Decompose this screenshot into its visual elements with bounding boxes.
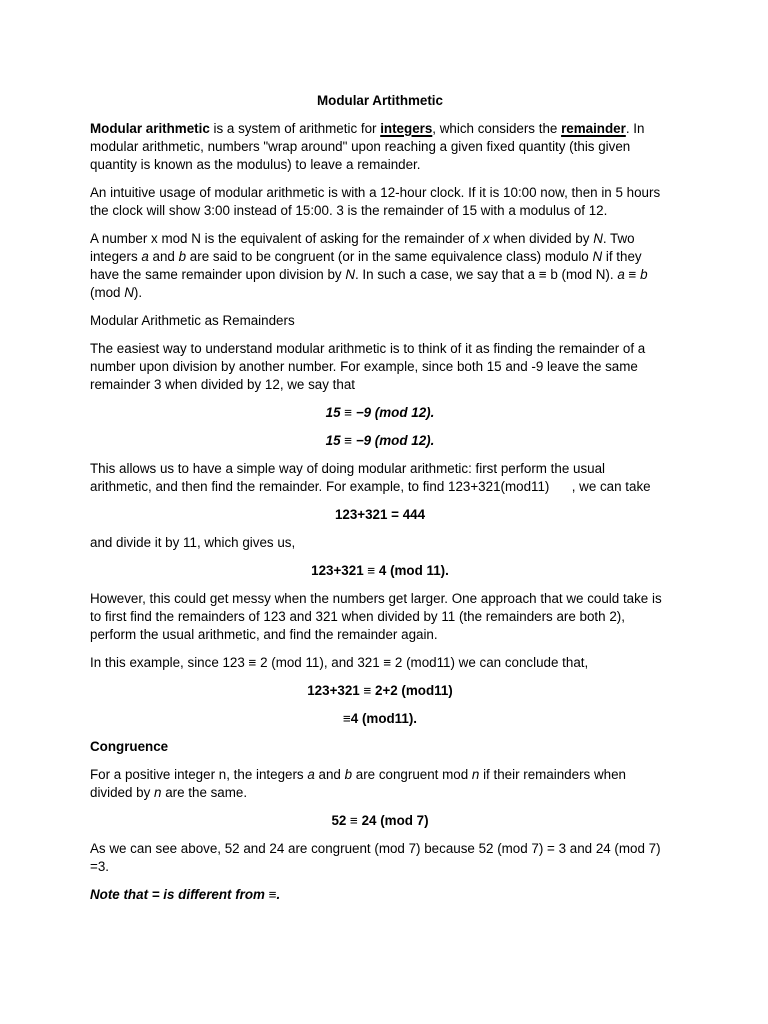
messy-paragraph: However, this could get messy when the numbers get larger. One approach that we could take is to first find the remainders of 123 and 321 when divided by 11 (the remainders are both 2), perform the usual arithmetic, and find the remainder again. [90,591,662,642]
equation-sum-mod-11: 123+321 ≡ 4 (mod 11). [311,563,449,578]
remainder-link[interactable]: remainder [561,121,626,136]
term-modular-arithmetic: Modular arithmetic [90,121,210,136]
equation-sum: 123+321 = 444 [334,507,426,522]
page-title: Modular Artithmetic [317,93,443,108]
simple-way-paragraph: This allows us to have a simple way of doing modular arithmetic: first perform the usual arithmetic, and then find the remainder. For example, to find 123+321(mod11) , we can take [90,461,651,494]
integers-link[interactable]: integers [380,121,433,136]
congruence-heading: Congruence [90,739,169,754]
above-paragraph: As we can see above, 52 and 24 are congruent (mod 7) because 52 (mod 7) = 3 and 24 (mod 7) =3. [90,841,661,874]
remainders-heading: Modular Arithmetic as Remainders [90,313,295,328]
equation-2-plus-2: 123+321 ≡ 2+2 (mod11) [307,683,453,698]
document-body [90,92,670,914]
equation-15-mod-12-repeat: 15 ≡ −9 (mod 12). [325,433,435,448]
congruence-paragraph: For a positive integer n, the integers a and b are congruent mod n if their remainders when divided by n are the same. [90,767,626,800]
example-paragraph: In this example, since 123 ≡ 2 (mod 11), and 321 ≡ 2 (mod11) we can conclude that, [90,655,589,670]
divide-paragraph: and divide it by 11, which gives us, [90,535,296,550]
mod-n-paragraph: A number x mod N is the equivalent of asking for the remainder of x when divided by N. Two integers a and b are said to be congruent (or in the same equivalence class) modulo N if they have the same remainder upon division by N. In such a case, we say that a ≡ b (mod N). a ≡ b (mod N). [90,231,648,300]
note-text: Note that = is different from ≡. [90,887,281,902]
clock-paragraph: An intuitive usage of modular arithmetic is with a 12-hour clock. If it is 10:00 now, then in 5 hours the clock will show 3:00 instead of 15:00. 3 is the remainder of 15 with a modulus of 12. [90,185,661,218]
equation-result-4: ≡4 (mod11). [342,711,418,726]
equation-52-24: 52 ≡ 24 (mod 7) [331,813,429,828]
equation-15-mod-12: 15 ≡ −9 (mod 12). [325,405,435,420]
easiest-paragraph: The easiest way to understand modular arithmetic is to think of it as finding the remainder of a number upon division by another number. For example, since both 15 and -9 leave the same remainder 3 when divided by 12, we say that [90,341,646,392]
intro-paragraph: Modular arithmetic is a system of arithmetic for integers, which considers the remainder. In modular arithmetic, numbers "wrap around" upon reaching a given fixed quantity (this given quantity is known as the modulus) to leave a remainder. [90,121,645,172]
